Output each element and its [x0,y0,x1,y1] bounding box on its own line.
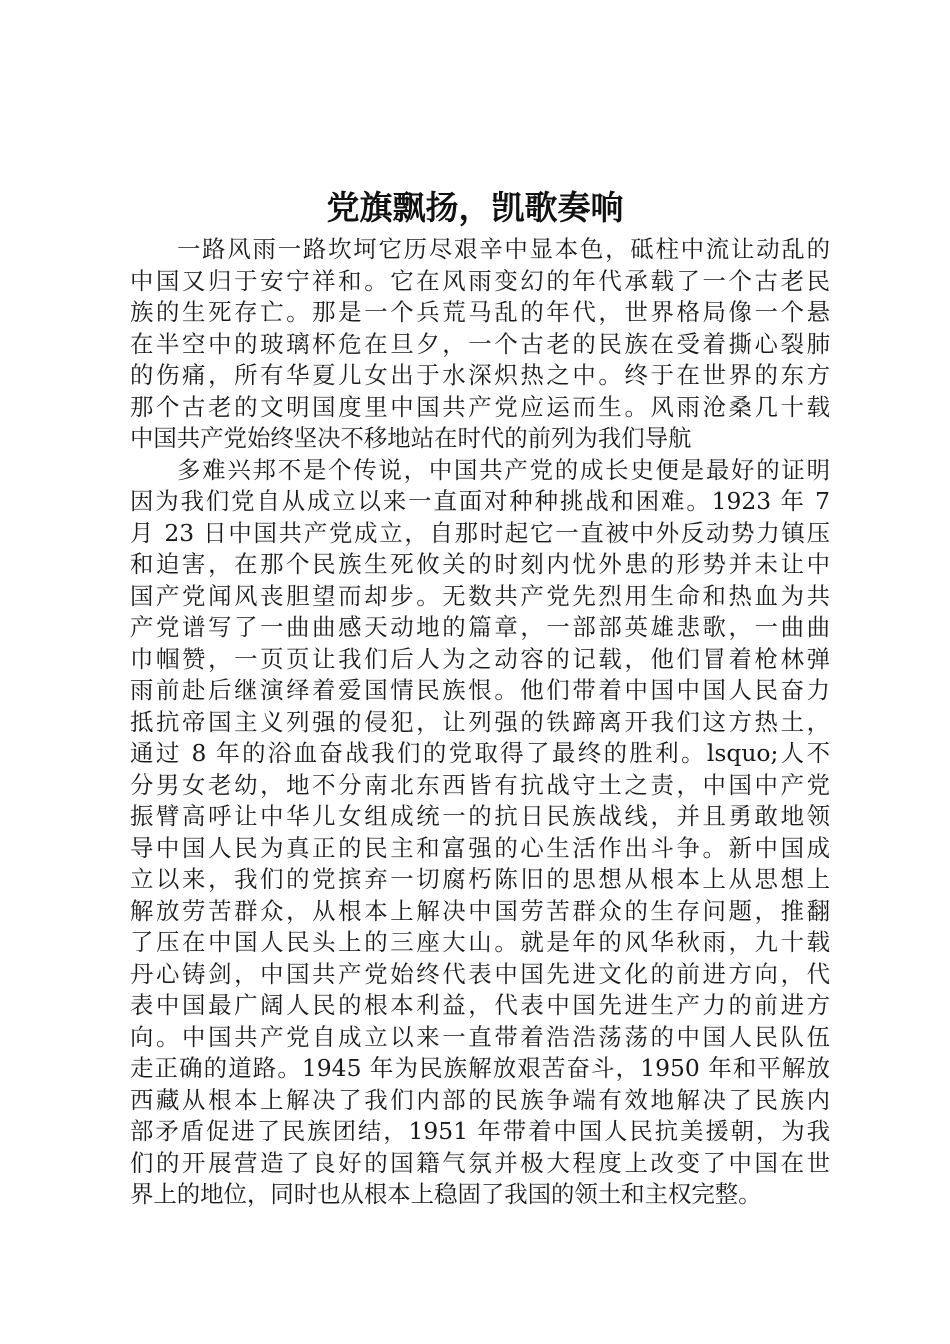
text-line: 们的开展营造了良好的国籍气氛并极大程度上改变了中国在世 [130,1148,830,1177]
text-line: 抵抗帝国主义列强的侵犯，让列强的铁蹄离开我们这方热土， [130,707,830,736]
text-line: 那个古老的文明国度里中国共产党应运而生。风雨沧桑几十载 [130,392,830,421]
text-line: 因为我们党自从成立以来一直面对种种挑战和困难。1923 年 7 [130,487,830,515]
text-line: 月 23 日中国共产党成立，自那时起它一直被中外反动势力镇压 [130,518,830,547]
text-line: 解放劳苦群众，从根本上解决中国劳苦群众的生存问题，推翻 [130,896,830,925]
paragraph-1 [130,234,830,455]
text-line: 多难兴邦不是个传说，中国共产党的成长史便是最好的证明 [177,455,830,484]
text-line: 一路风雨一路坎坷它历尽艰辛中显本色，砥柱中流让动乱的 [177,235,830,263]
text-line: 向。中国共产党自成立以来一直带着浩浩荡荡的中国人民队伍 [130,1022,830,1051]
text-line: 立以来，我们的党摈弃一切腐朽陈旧的思想从根本上从思想上 [130,865,830,893]
text-line: 部矛盾促进了民族团结，1951 年带着中国人民抗美援朝，为我 [130,1117,830,1145]
text-line: 界上的地位，同时也从根本上稳固了我国的领土和主权完整。 [130,1180,762,1208]
text-line: 走正确的道路。1945 年为民族解放艰苦奋斗，1950 年和平解放 [130,1054,830,1082]
text-line: 中国又归于安宁祥和。它在风雨变幻的年代承载了一个古老民 [130,266,830,295]
text-line: 分男女老幼，地不分南北东西皆有抗战守土之责，中国中产党 [130,770,830,799]
text-line: 在半空中的玻璃杯危在旦夕，一个古老的民族在受着撕心裂肺 [130,329,830,358]
text-line: 通过 8 年的浴血奋战我们的党取得了最终的胜利。lsquo;人不 [130,739,830,767]
text-line: 族的生死存亡。那是一个兵荒马乱的年代，世界格局像一个悬 [130,298,830,326]
document-title: 党旗飘扬，凯歌奏响 [326,188,624,227]
text-line: 丹心铸剑，中国共产党始终代表中国先进文化的前进方向，代 [130,959,830,988]
text-line: 西藏从根本上解决了我们内部的民族争端有效地解决了民族内 [130,1085,830,1114]
text-line: 振臂高呼让中华儿女组成统一的抗日民族战线，并且勇敢地领 [130,802,830,830]
text-line: 和迫害，在那个民族生死攸关的时刻内忧外患的形势并未让中 [130,550,830,578]
text-line: 产党谱写了一曲曲感天动地的篇章，一部部英雄悲歌，一曲曲 [130,613,830,641]
text-line: 的伤痛，所有华夏儿女出于水深炽热之中。终于在世界的东方 [130,361,830,389]
text-line: 国产党闻风丧胆望而却步。无数共产党先烈用生命和热血为共 [130,581,830,610]
text-line: 了压在中国人民头上的三座大山。就是年的风华秋雨，九十载 [130,928,830,956]
document-body [130,234,830,1211]
text-line: 表中国最广阔人民的根本利益，代表中国先进生产力的前进方 [130,991,830,1019]
text-line: 中国共产党始终坚决不移地站在时代的前列为我们导航 [130,424,692,452]
text-line: 导中国人民为真正的民主和富强的心生活作出斗争。新中国成 [130,833,830,862]
paragraph-2 [130,455,830,1211]
text-line: 雨前赴后继演绎着爱国情民族恨。他们带着中国中国人民奋力 [130,676,830,704]
text-line: 巾帼赞，一页页让我们后人为之动容的记载，他们冒着枪林弹 [130,644,830,673]
